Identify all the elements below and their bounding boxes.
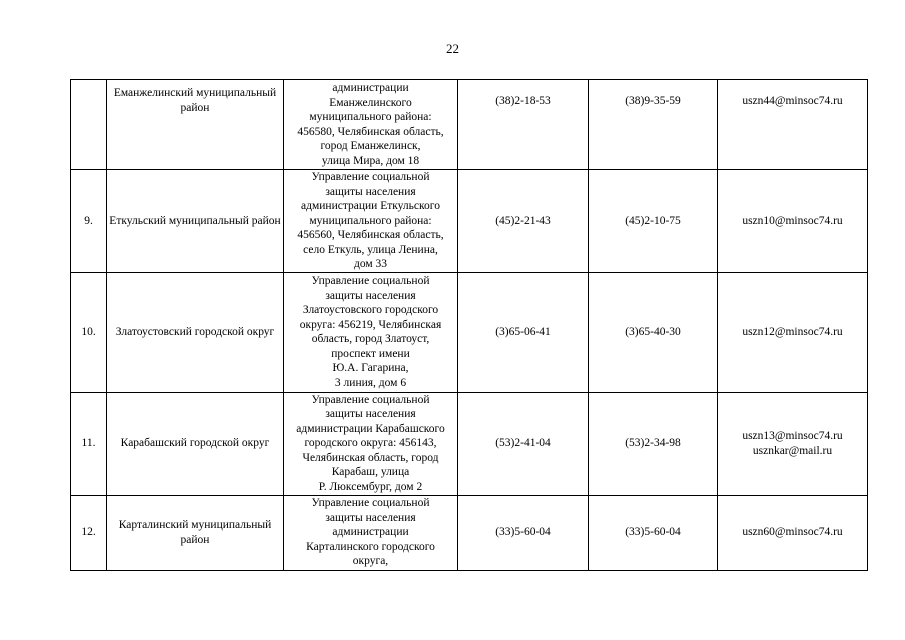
phone-cell xyxy=(458,170,589,273)
district-name-cell xyxy=(107,80,284,170)
district-name: Карабашский городской округ xyxy=(120,437,270,450)
address-cell xyxy=(284,170,458,273)
address-line: администрации Карабашского xyxy=(296,422,445,435)
fax-cell xyxy=(589,170,718,273)
address-line: защиты населения xyxy=(325,185,416,198)
address-line: защиты населения xyxy=(325,289,416,302)
address-line: Управление социальной xyxy=(311,497,430,510)
phone-cell xyxy=(458,80,589,170)
phone-value: (45)2-21-43 xyxy=(495,214,551,227)
row-number-cell: 11. xyxy=(71,392,107,495)
email-link[interactable]: uszn60@minsoc74.ru xyxy=(742,526,843,539)
fax-cell xyxy=(589,495,718,570)
address-line: округа, xyxy=(352,555,389,568)
address-line: Р. Люксембург, дом 2 xyxy=(318,480,423,493)
phone-cell xyxy=(458,495,589,570)
fax-value: (38)9-35-59 xyxy=(625,95,681,107)
fax-value: (3)65-40-30 xyxy=(625,325,681,338)
district-name-cell xyxy=(107,170,284,273)
district-name-cell xyxy=(107,392,284,495)
address-line: 456580, Челябинская область, xyxy=(297,125,444,138)
phone-value: (53)2-41-04 xyxy=(495,437,551,450)
row-number-cell: 12. xyxy=(71,495,107,570)
district-name: Златоустовский городской округ xyxy=(115,325,275,338)
table-row xyxy=(71,392,868,495)
fax-cell xyxy=(589,392,718,495)
district-name-cell xyxy=(107,272,284,392)
district-name: Еманжелинский муниципальный район xyxy=(113,87,277,114)
district-name-cell xyxy=(107,495,284,570)
email-cell xyxy=(718,170,868,273)
email-link[interactable]: uszn44@minsoc74.ru xyxy=(742,95,843,107)
address-line: администрации xyxy=(332,526,409,539)
fax-value: (53)2-34-98 xyxy=(625,437,681,450)
address-line: Челябинская область, город xyxy=(302,451,439,464)
address-line: защиты населения xyxy=(325,408,416,421)
address-line: 456560, Челябинская область, xyxy=(297,229,444,241)
address-line: Ю.А. Гагарина, xyxy=(332,362,409,374)
address-line: Еманжелинского xyxy=(329,96,412,109)
phone-cell xyxy=(458,392,589,495)
address-line: городского округа: 456143, xyxy=(304,437,437,450)
address-line: улица Мира, дом 18 xyxy=(321,154,420,167)
row-number-cell: 10. xyxy=(71,272,107,392)
page-number: 22 xyxy=(446,41,459,56)
address-line: округа: 456219, Челябинская xyxy=(299,318,442,331)
address-line: муниципального района: xyxy=(309,111,432,123)
address-line: Управление социальной xyxy=(311,393,430,406)
table-row xyxy=(71,170,868,273)
table-row xyxy=(71,80,868,170)
address-line: проспект имени xyxy=(331,347,410,360)
phone-cell xyxy=(458,272,589,392)
address-line: Карабаш, улица xyxy=(331,466,410,479)
address-line: 3 линия, дом 6 xyxy=(334,376,407,389)
row-number-cell: 9. xyxy=(71,170,107,273)
phone-value: (3)65-06-41 xyxy=(495,325,551,338)
address-line: город Еманжелинск, xyxy=(320,140,421,152)
address-cell xyxy=(284,392,458,495)
fax-cell xyxy=(589,80,718,170)
address-line: защиты населения xyxy=(325,511,416,524)
email-link[interactable]: uszn12@minsoc74.ru xyxy=(742,325,843,338)
address-line: область, город Златоуст, xyxy=(311,333,430,345)
email-cell xyxy=(718,80,868,170)
fax-value: (33)5-60-04 xyxy=(625,526,681,539)
fax-cell xyxy=(589,272,718,392)
email-link[interactable]: uszn10@minsoc74.ru xyxy=(742,214,843,227)
address-line: село Еткуль, улица Ленина, xyxy=(303,243,438,256)
address-line: дом 33 xyxy=(353,258,388,270)
email-link[interactable]: usznkar@mail.ru xyxy=(752,444,833,457)
address-line: администрации Еткульского xyxy=(301,200,440,212)
table-row xyxy=(71,495,868,570)
address-line: Управление социальной xyxy=(311,171,430,183)
social-protection-offices-table xyxy=(70,79,868,571)
row-number-cell xyxy=(71,80,107,170)
address-cell xyxy=(284,495,458,570)
address-line: Златоустовского городского xyxy=(302,304,439,316)
email-cell xyxy=(718,392,868,495)
table-row xyxy=(71,272,868,392)
address-line: Карталинского городского xyxy=(306,540,435,553)
address-line: администрации xyxy=(332,82,409,94)
phone-value: (38)2-18-53 xyxy=(495,95,551,107)
address-line: Управление социальной xyxy=(311,275,430,287)
email-cell xyxy=(718,272,868,392)
address-cell xyxy=(284,272,458,392)
address-cell xyxy=(284,80,458,170)
phone-value: (33)5-60-04 xyxy=(495,526,551,539)
email-link[interactable]: uszn13@minsoc74.ru xyxy=(742,430,843,442)
fax-value: (45)2-10-75 xyxy=(625,214,681,227)
address-line: муниципального района: xyxy=(309,214,432,227)
district-name: Карталинский муниципальный район xyxy=(118,519,272,546)
email-cell xyxy=(718,495,868,570)
district-name: Еткульский муниципальный район xyxy=(109,214,281,227)
